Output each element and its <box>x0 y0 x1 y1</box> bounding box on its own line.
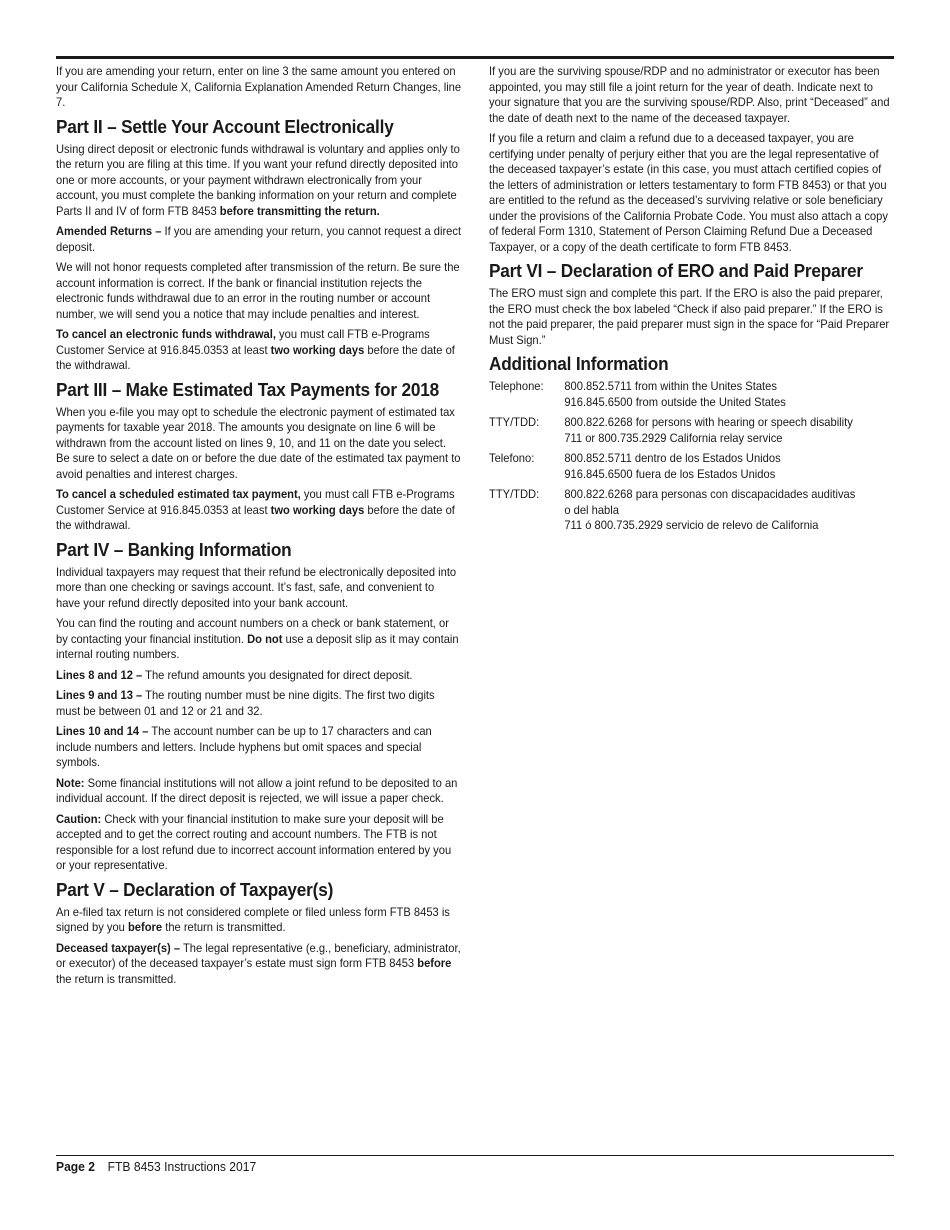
part2-heading: Part II – Settle Your Account Electronically <box>56 115 394 137</box>
info-line: 800.822.6268 for persons with hearing or speech disability <box>564 415 853 429</box>
top-rule <box>56 56 894 59</box>
info-label: TTY/TDD: <box>489 415 540 429</box>
part5-deceased-taxpayer: Deceased taxpayer(s) – The legal representative (e.g., beneficiary, administrator, or executor) of the deceased taxpayer’s estate must sign form FTB 8453 before the return is transmitted. <box>56 940 461 986</box>
info-line: o del habla <box>564 502 619 517</box>
right-column <box>489 64 894 539</box>
info-line: 800.852.5711 dentro de los Estados Unidos <box>564 451 781 465</box>
info-label: Telephone: <box>489 379 544 393</box>
info-line: 800.852.5711 from within the Unites States <box>564 379 777 393</box>
part4-paragraph-1: Individual taxpayers may request that their refund be electronically deposited into more than one checking or savings account. It’s fast, safe, and convenient to have your refund directly deposited into your bank account. <box>56 564 457 610</box>
page-footer <box>56 1159 256 1175</box>
part4-paragraph-2: You can find the routing and account numbers on a check or bank statement, or by contacting your financial institution. Do not use a deposit slip as it may contain internal routing numbers. <box>56 616 459 661</box>
page-number: Page 2 <box>56 1159 95 1174</box>
part2-amended-returns: Amended Returns – If you are amending your return, you cannot request a direct deposit. <box>56 224 462 254</box>
part4-note: Note: Some financial institutions will not allow a joint refund to be deposited to an individual account. If the direct deposit is rejected, we will issue a paper check. <box>56 775 458 805</box>
additional-info-heading: Additional Information <box>489 353 669 374</box>
info-row-tty-tdd <box>489 415 894 446</box>
part4-lines-8-12: Lines 8 and 12 – The refund amounts you designated for direct deposit. <box>56 667 413 682</box>
info-row-tty-tdd-es <box>489 487 894 534</box>
part2-cancel-withdrawal: To cancel an electronic funds withdrawal, you must call FTB e-Programs Customer Service at 916.845.0353 at least two working days before the date of the withdrawal. <box>56 327 455 372</box>
part6-paragraph-1: The ERO must sign and complete this part. If the ERO is also the paid preparer, the ERO must check the box labeled “Check if also paid preparer.” If the ERO is not the paid preparer, the paid preparer must sign in the space for “Paid Preparer Must Sign.” <box>489 286 890 347</box>
part5-paragraph-1: An e-filed tax return is not considered complete or filed unless form FTB 8453 is signed by you before the return is transmitted. <box>56 904 450 934</box>
part6-heading: Part VI – Declaration of ERO and Paid Preparer <box>489 260 863 281</box>
info-line: 916.845.6500 from outside the United States <box>564 394 786 409</box>
info-row-telephone <box>489 379 894 410</box>
intro-paragraph: If you are amending your return, enter on line 3 the same amount you entered on your California Schedule X, California Explanation Amended Return Changes, line 7. <box>56 64 462 109</box>
part4-heading: Part IV – Banking Information <box>56 538 292 560</box>
part2-paragraph-1: Using direct deposit or electronic funds withdrawal is voluntary and applies only to the return you are filing at this time. If you want your refund directly deposited into one or more accounts, or your payment withdrawn electronically from your account, you must complete the banking information on your return and complete Parts II and IV of form FTB 8453 before transmitting the return. <box>56 141 460 218</box>
left-column <box>56 64 461 992</box>
part4-lines-9-13: Lines 9 and 13 – The routing number must be nine digits. The first two digits must be between 01 and 12 or 21 and 32. <box>56 688 435 718</box>
surviving-spouse-paragraph: If you are the surviving spouse/RDP and no administrator or executor has been appointed, you may still file a joint return for the year of death. Indicate next to your signature that you are the surviving spouse/RDP. Also, print “Deceased” and the date of death next to the name of the deceased taxpayer. <box>489 64 890 125</box>
part3-heading: Part III – Make Estimated Tax Payments for 2018 <box>56 378 440 400</box>
part4-caution: Caution: Check with your financial institution to make sure your deposit will be accepted and to get the correct routing and account numbers. The FTB is not responsible for a lost refund due to incorrect account information entered by you or your representative. <box>56 811 452 872</box>
part4-lines-10-14: Lines 10 and 14 – The account number can be up to 17 characters and can include numbers and letters. Include hyphens but omit spaces and special symbols. <box>56 724 432 769</box>
part2-paragraph-3: We will not honor requests completed after transmission of the return. Be sure the account information is correct. If the bank or financial institution rejects the electronic funds withdrawal due to an error in the routing number or account number, we will send you a notice that may include penalties and interest. <box>56 260 460 321</box>
info-row-telefono <box>489 451 894 482</box>
footer-rule <box>56 1155 894 1156</box>
info-line: 711 or 800.735.2929 California relay service <box>564 430 783 445</box>
info-line: 800.822.6268 para personas con discapacidades auditivas <box>564 487 856 501</box>
document-title: FTB 8453 Instructions 2017 <box>107 1159 257 1174</box>
deceased-refund-paragraph: If you file a return and claim a refund due to a deceased taxpayer, you are certifying under penalty of perjury either that you are the legal representative of the deceased taxpayer’s estate (in this case, you must attach certified copies of the letters of administration or letters testamentary to form FTB 8453) or that you are entitled to the refund as the deceased’s surviving relative or sole beneficiary under the provisions of the California Probate Code. You must also attach a copy of federal Form 1310, Statement of Person Claiming Refund Due a Deceased Taxpayer, or a copy of the death certificate to form FTB 8453. <box>489 131 888 254</box>
info-label: TTY/TDD: <box>489 487 540 501</box>
info-line: 916.845.6500 fuera de los Estados Unidos <box>564 466 776 481</box>
part3-paragraph-1: When you e-file you may opt to schedule the electronic payment of estimated tax payments for taxable year 2018. The amounts you designate on line 6 will be withdrawn from the account listed on lines 9, 10, and 11 on the date you select. Be sure to select a date on or before the due date of the estimated tax payment to avoid penalties and interest charges. <box>56 404 461 481</box>
part3-cancel-payment: To cancel a scheduled estimated tax payment, you must call FTB e-Programs Customer Service at 916.845.0353 at least two working days before the date of the withdrawal. <box>56 487 455 532</box>
info-line: 711 ó 800.735.2929 servicio de relevo de California <box>564 518 819 532</box>
part5-heading: Part V – Declaration of Taxpayer(s) <box>56 878 334 900</box>
info-label: Telefono: <box>489 451 535 465</box>
